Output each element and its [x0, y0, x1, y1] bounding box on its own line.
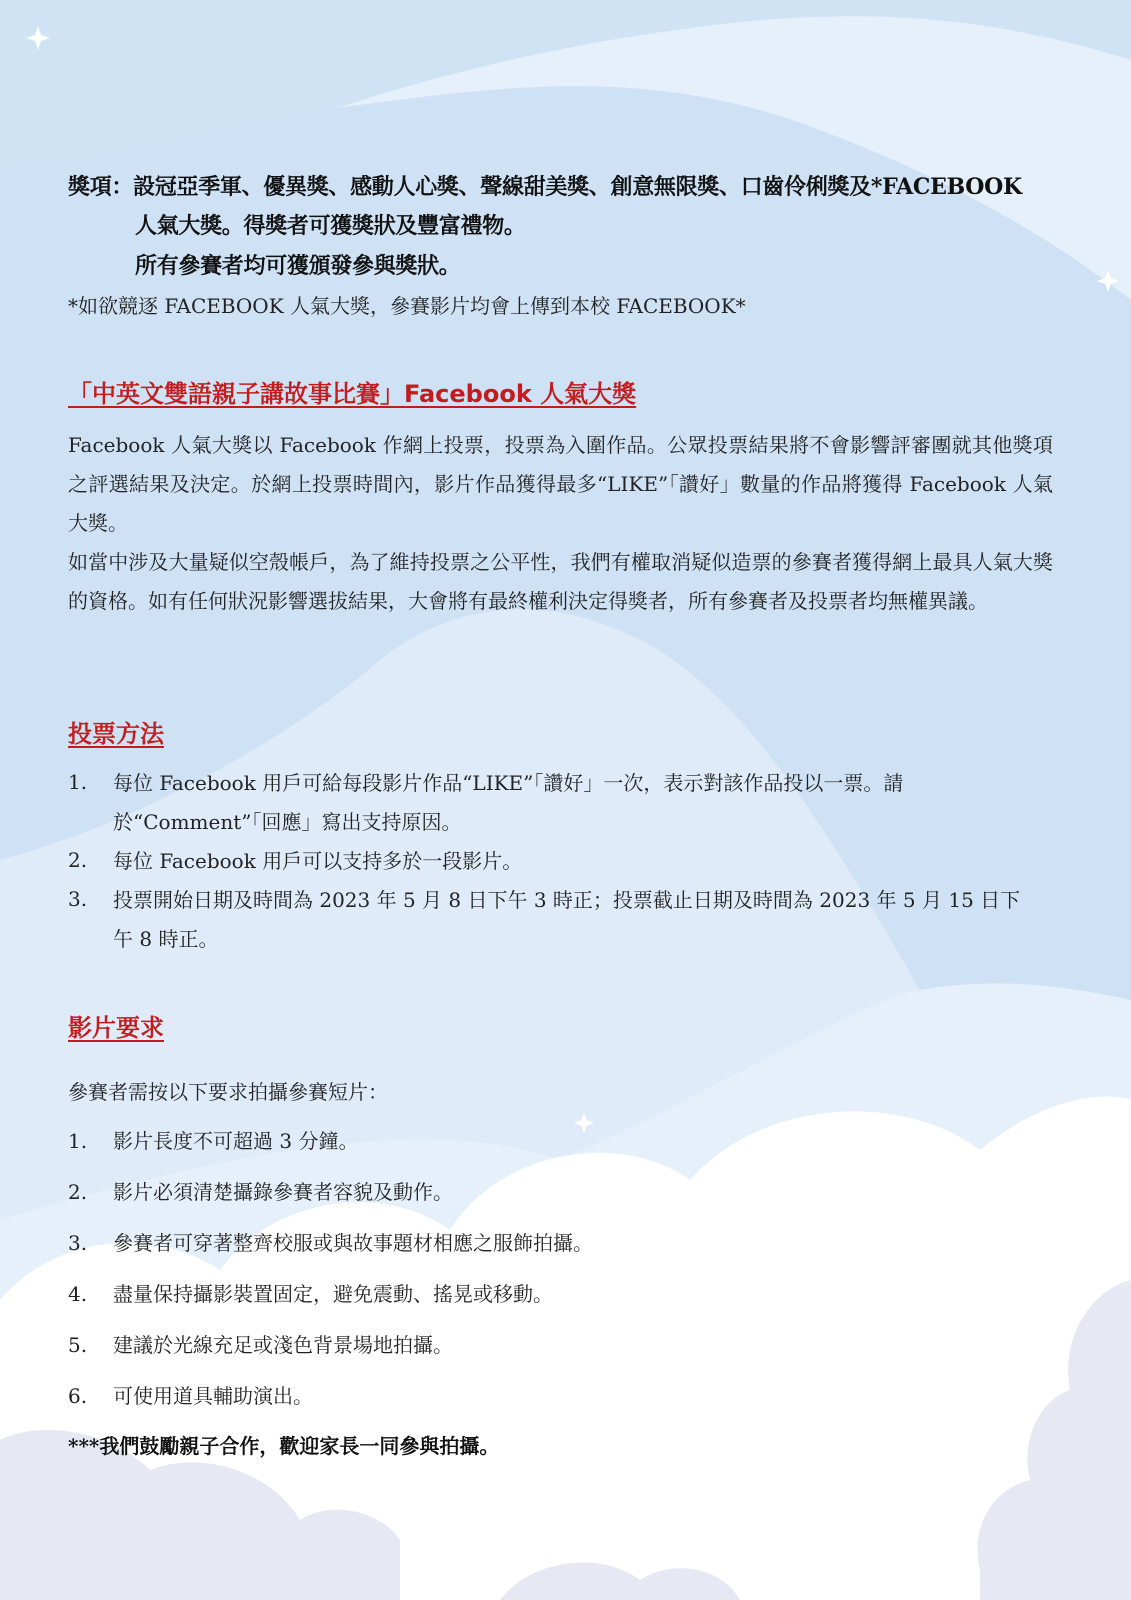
voting-item-text: 每位 Facebook 用戶可給每段影片作品“LIKE”「讚好」一次，表示對該作品投以一票。請於“Comment”「回應」寫出支持原因。 — [113, 771, 904, 834]
video-item-text: 影片長度不可超過 3 分鐘。 — [113, 1129, 359, 1153]
video-item-text: 參賽者可穿著整齊校服或與故事題材相應之服飾拍攝。 — [113, 1231, 593, 1255]
video-heading: 影片要求 — [68, 1014, 164, 1042]
video-intro: 參賽者需按以下要求拍攝參賽短片： — [68, 1080, 388, 1104]
facebook-award-heading: 「中英文雙語親子講故事比賽」Facebook 人氣大獎 — [68, 380, 637, 408]
video-item-number: 6. — [68, 1384, 88, 1408]
video-item-number: 4. — [68, 1282, 88, 1306]
video-item-number: 2. — [68, 1180, 88, 1204]
awards-line-1: 獎項：設冠亞季軍、優異獎、感動人心獎、聲線甜美獎、創意無限獎、口齒伶俐獎及*FACEBOOK — [68, 174, 1022, 200]
voting-heading: 投票方法 — [68, 720, 164, 748]
video-item-number: 5. — [68, 1333, 88, 1357]
video-item-text: 可使用道具輔助演出。 — [113, 1384, 313, 1408]
voting-item-number: 3. — [68, 887, 88, 911]
video-item-text: 影片必須清楚攝錄參賽者容貌及動作。 — [113, 1180, 453, 1204]
awards-line-3: 所有參賽者均可獲頒發參與獎狀。 — [135, 253, 461, 279]
video-item-number: 1. — [68, 1129, 88, 1153]
video-item-text: 建議於光線充足或淺色背景場地拍攝。 — [113, 1333, 453, 1357]
closing-encouragement: ***我們鼓勵親子合作，歡迎家長一同參與拍攝。 — [68, 1434, 500, 1458]
awards-line-2: 人氣大獎。得獎者可獲獎狀及豐富禮物。 — [135, 213, 526, 239]
voting-item-number: 1. — [68, 770, 88, 794]
voting-item-text: 投票開始日期及時間為 2023 年 5 月 8 日下午 3 時正；投票截止日期及時間為 2023 年 5 月 15 日下午 8 時正。 — [113, 888, 1021, 951]
video-item-text: 盡量保持攝影裝置固定，避免震動、搖晃或移動。 — [113, 1282, 553, 1306]
facebook-note: *如欲競逐 FACEBOOK 人氣大獎，參賽影片均會上傳到本校 FACEBOOK* — [68, 294, 746, 318]
voting-item-text: 每位 Facebook 用戶可以支持多於一段影片。 — [113, 849, 523, 873]
facebook-award-para-1: Facebook 人氣大獎以 Facebook 作網上投票，投票為入圍作品。公眾投票結果將不會影響評審團就其他獎項之評選結果及決定。於網上投票時間內，影片作品獲得最多“LIKE”「讚好」數量的作品將獲得 Facebook 人氣大獎。 — [68, 433, 1053, 535]
voting-item-number: 2. — [68, 848, 88, 872]
facebook-award-para-2: 如當中涉及大量疑似空殼帳戶，為了維持投票之公平性，我們有權取消疑似造票的參賽者獲得網上最具人氣大獎的資格。如有任何狀況影響選拔結果，大會將有最終權利決定得獎者，所有參賽者及投票者均無權異議。 — [68, 550, 1053, 613]
video-item-number: 3. — [68, 1231, 88, 1255]
